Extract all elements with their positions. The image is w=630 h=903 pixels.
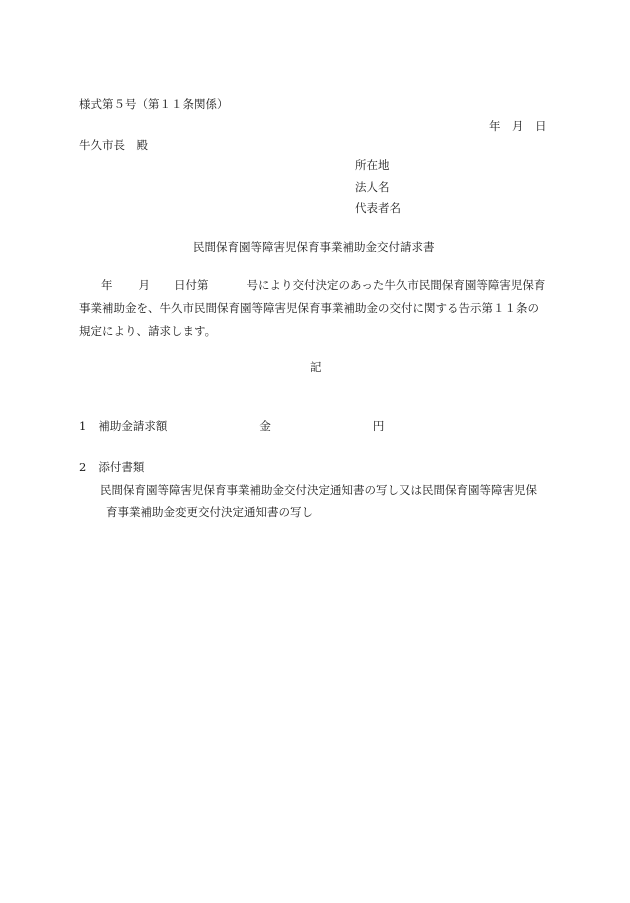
item2-number: 2 (79, 460, 87, 474)
body-paragraph-line-3: 規定により、請求します。 (79, 324, 217, 338)
body-decision-text: 号により交付決定のあった牛久市民間保育園等障害児保育 (246, 278, 546, 292)
body-month: 月 (138, 278, 150, 292)
item-attachments (79, 459, 144, 475)
form-number: 様式第５号（第１１条関係） (79, 97, 229, 111)
attachment-detail-line-1: 民間保育園等障害児保育事業補助金交付決定通知書の写し又は民間保育園等障害児保 (100, 483, 537, 497)
item1-number: 1 (79, 419, 87, 433)
body-paragraph-line-1 (79, 277, 545, 293)
ki-heading: 記 (310, 360, 322, 374)
document-title: 民間保育園等障害児保育事業補助金交付請求書 (193, 240, 435, 254)
item-claim-amount (79, 418, 384, 434)
body-day-number: 日付第 (174, 278, 209, 292)
body-year: 年 (101, 278, 113, 292)
item1-kin: 金 (259, 419, 271, 433)
attachment-detail-line-2: 育事業補助金変更交付決定通知書の写し (106, 505, 313, 519)
date-line: 年 月 日 (489, 119, 547, 133)
item1-label: 補助金請求額 (98, 419, 168, 433)
applicant-corporation-label: 法人名 (355, 180, 390, 194)
item2-label: 添付書類 (98, 460, 145, 474)
item1-yen: 円 (372, 419, 385, 433)
addressee: 牛久市長 殿 (79, 138, 148, 152)
applicant-representative-label: 代表者名 (355, 201, 401, 215)
body-paragraph-line-2: 事業補助金を、牛久市民間保育園等障害児保育事業補助金の交付に関する告示第１１条の (79, 301, 539, 315)
applicant-location-label: 所在地 (355, 158, 390, 172)
